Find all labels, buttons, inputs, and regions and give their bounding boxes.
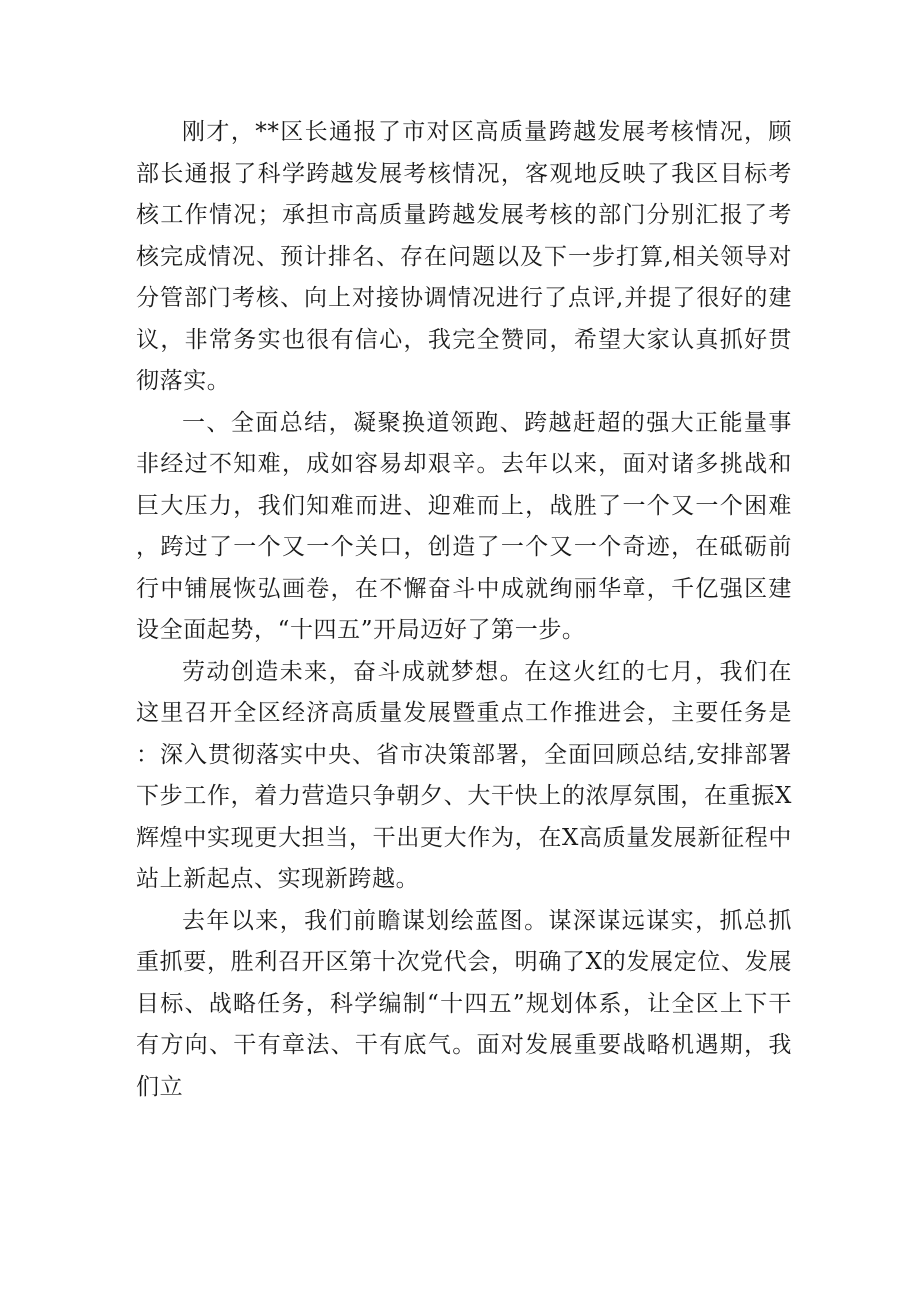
paragraph-4: 去年以来，我们前瞻谋划绘蓝图。谋深谋远谋实，抓总抓重抓要，胜利召开区第十次党代会，明确了X的发展定位、发展目标、战略任务，科学编制“十四五”规划体系，让全区上下干有方向、干有章法、干有底气。面对发展重要战略机遇期，我们立	[136, 907, 792, 1100]
document-body	[136, 112, 792, 1108]
paragraph-3: 劳动创造未来，奋斗成就梦想。在这火红的七月，我们在这里召开全区经济高质量发展暨重点工作推进会，主要任务是：深入贯彻落实中央、省市决策部署，全面回顾总结,安排部署下步工作，着力营造只争朝夕、大干快上的浓厚氛围，在重振X辉煌中实现更大担当，干出更大作为，在X高质量发展新征程中站上新起点、实现新跨越。	[136, 658, 792, 892]
paragraph-2: 一、全面总结，凝聚换道领跑、跨越赶超的强大正能量事非经过不知难，成如容易却艰辛。去年以来，面对诸多挑战和巨大压力，我们知难而进、迎难而上，战胜了一个又一个困难，跨过了一个又一个关口，创造了一个又一个奇迹，在砥砺前行中铺展恢弘画卷，在不懈奋斗中成就绚丽华章，千亿强区建设全面起势，“十四五”开局迈好了第一步。	[136, 409, 792, 643]
paragraph-1: 刚才，**区长通报了市对区高质量跨越发展考核情况，顾部长通报了科学跨越发展考核情况，客观地反映了我区目标考核工作情况；承担市高质量跨越发展考核的部门分别汇报了考核完成情况、预计排名、存在问题以及下一步打算,相关领导对分管部门考核、向上对接协调情况进行了点评,并提了很好的建议，非常务实也很有信心，我完全赞同，希望大家认真抓好贯彻落实。	[136, 119, 792, 394]
